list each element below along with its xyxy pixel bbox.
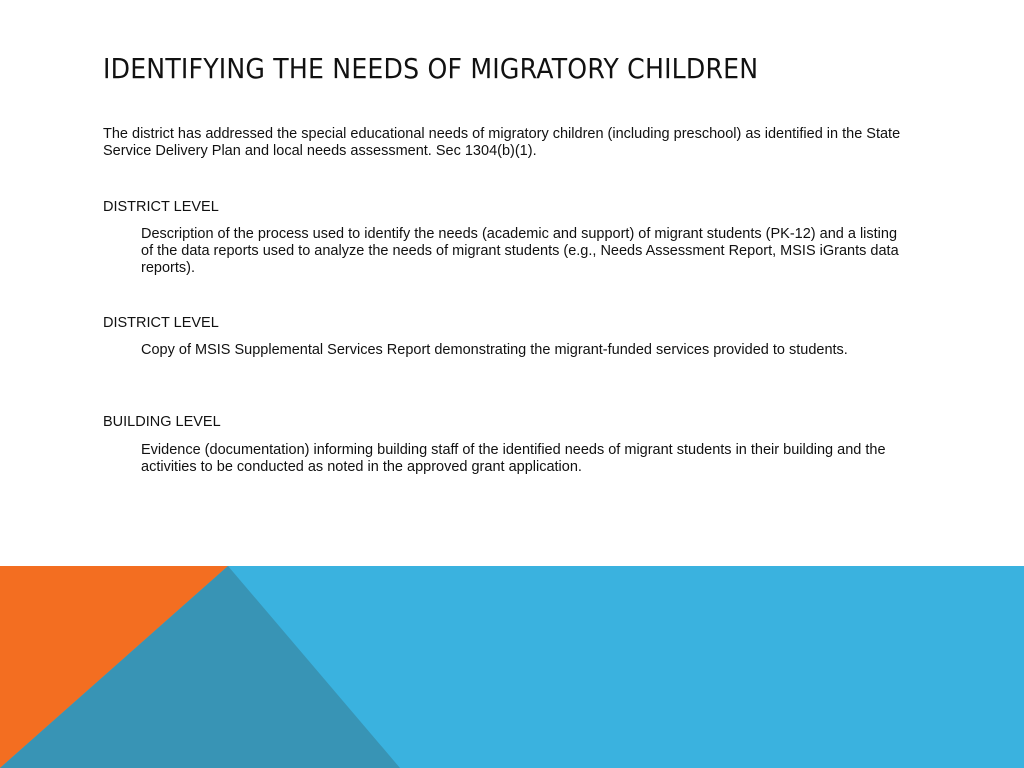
section-heading-building-level: BUILDING LEVEL bbox=[103, 414, 221, 430]
decorative-footer-band bbox=[0, 566, 1024, 768]
section-body-district-level-1: Description of the process used to identify the needs (academic and support) of migrant students (PK-12) and a listing of the data reports used to analyze the needs of migrant students (e.g., Needs Assessment Report, MSIS iGrants data reports). bbox=[141, 226, 899, 276]
intro-paragraph: The district has addressed the special educational needs of migratory children (including preschool) as identified in the State Service Delivery Plan and local needs assessment. Sec 1304(b)(1). bbox=[103, 126, 901, 159]
section-body-district-level-2: Copy of MSIS Supplemental Services Report demonstrating the migrant-funded services provided to students. bbox=[141, 342, 848, 358]
section-body-building-level: Evidence (documentation) informing building staff of the identified needs of migrant students in their building and the activities to be conducted as noted in the approved grant application. bbox=[141, 442, 886, 475]
section-heading-district-level-1: DISTRICT LEVEL bbox=[103, 199, 219, 215]
section-heading-district-level-2: DISTRICT LEVEL bbox=[103, 315, 219, 331]
slide-title: IDENTIFYING THE NEEDS OF MIGRATORY CHILDREN bbox=[103, 52, 759, 85]
